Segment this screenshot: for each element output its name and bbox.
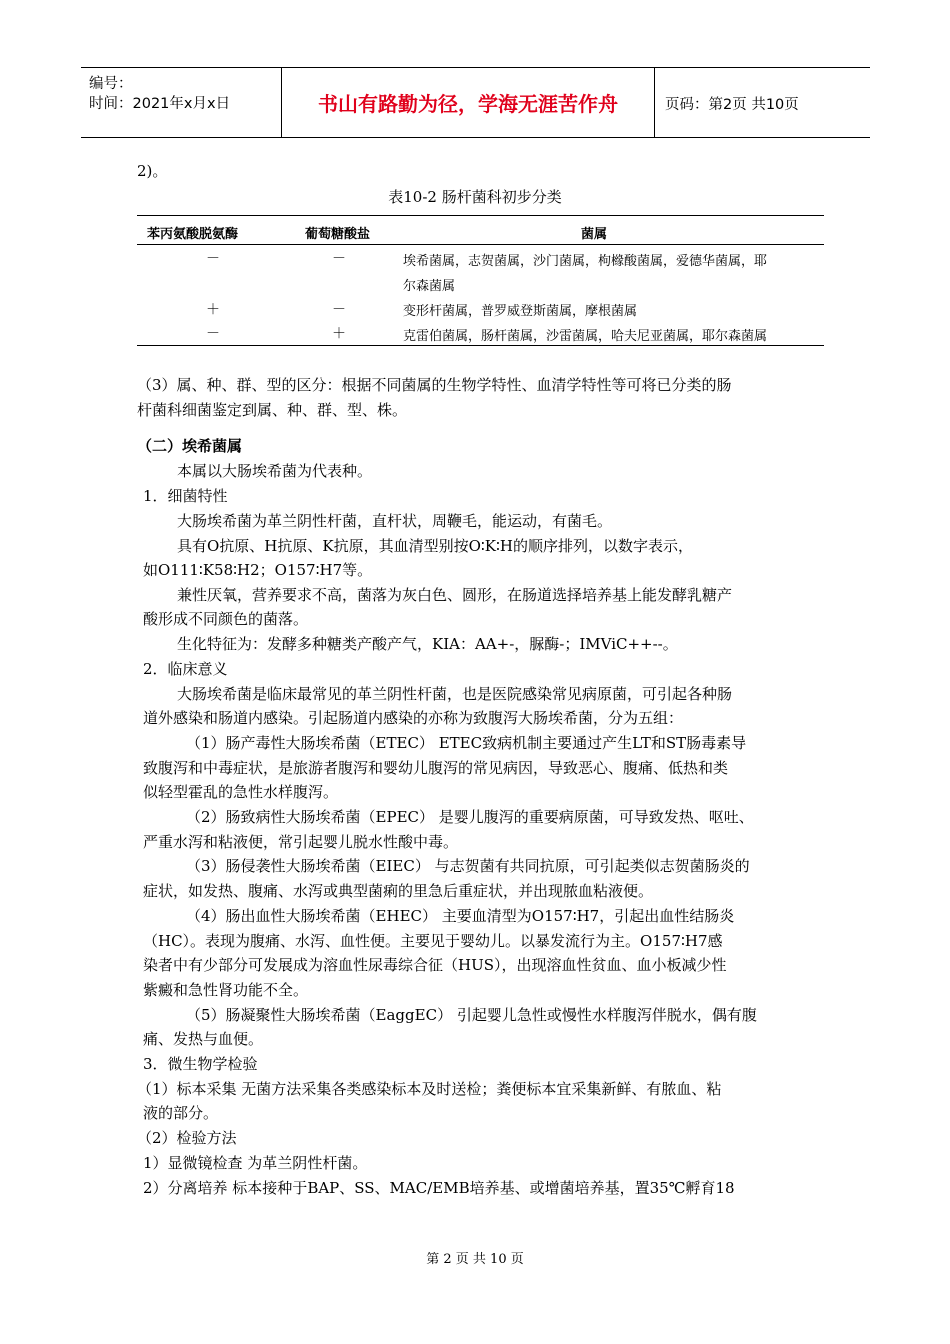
body-line: 如O111∶K58∶H2；O157∶H7等。 (143, 561, 373, 579)
table-row-2-gluconate: － (332, 302, 346, 318)
classification-table (137, 215, 824, 346)
body-line: 2）分离培养 标本接种于BAP、SS、MAC/EMB培养基、或增菌培养基，置35℃孵育18 (143, 1179, 735, 1197)
page-footer: 第 2 页 共 10 页 (426, 1252, 524, 1267)
body-line: （2）肠致病性大肠埃希菌（EPEC） 是婴儿腹泻的重要病原菌，可导致发热、呕吐、 (186, 808, 754, 826)
table-row-3-pda: － (206, 326, 220, 342)
body-line: 酸形成不同颜色的菌落。 (143, 610, 309, 628)
table-row-1-pda: － (206, 251, 220, 267)
body-line: （HC）。表现为腹痛、水泻、血性便。主要见于婴幼儿。以暴发流行为主。O157∶H7感 (143, 932, 723, 950)
header-meta (81, 68, 281, 137)
section-heading: （二）埃希菌属 (137, 437, 243, 455)
body-line: （4）肠出血性大肠埃希菌（EHEC） 主要血清型为O157∶H7，引起出血性结肠炎 (186, 907, 735, 925)
body-line: 兼性厌氧，营养要求不高，菌落为灰白色、圆形，在肠道选择培养基上能发酵乳糖产 (177, 586, 733, 604)
subsection-heading: 1．细菌特性 (143, 487, 228, 505)
table-row-3-gluconate: ＋ (332, 326, 346, 342)
body-line: （5）肠凝聚性大肠埃希菌（EaggEC） 引起婴儿急性或慢性水样腹泻伴脱水，偶有腹 (186, 1006, 757, 1024)
table-header-gluconate: 葡萄糖酸盐 (305, 227, 371, 242)
table-header-pda: 苯丙氨酸脱氨酶 (147, 227, 239, 242)
table-caption: 表10-2 肠杆菌科初步分类 (388, 188, 562, 206)
body-line: 生化特征为：发酵多种糖类产酸产气，KIA：AA+-，脲酶-；IMViC++--。 (177, 635, 678, 653)
body-line: （2）检验方法 (137, 1129, 237, 1147)
subsection-heading: 2．临床意义 (143, 660, 228, 678)
body-line: 本属以大肠埃希菌为代表种。 (177, 462, 373, 480)
body-line: 具有O抗原、H抗原、K抗原，其血清型别按O∶K∶H的顺序排列，以数字表示， (177, 537, 693, 555)
body-line: 杆菌科细菌鉴定到属、种、群、型、株。 (137, 401, 408, 419)
body-line: （3）肠侵袭性大肠埃希菌（EIEC） 与志贺菌有共同抗原，可引起类似志贺菌肠炎的 (186, 857, 750, 875)
table-header-divider (137, 244, 824, 245)
body-line: （1）肠产毒性大肠埃希菌（ETEC） ETEC致病机制主要通过产生LT和ST肠毒素导 (186, 734, 747, 752)
body-line: 液的部分。 (143, 1104, 219, 1122)
body-line: 1）显微镜检查 为革兰阴性杆菌。 (143, 1154, 368, 1172)
table-row-1-genus-cont: 尔森菌属 (403, 279, 456, 294)
subsection-heading: 3．微生物学检验 (143, 1055, 258, 1073)
table-row-1-genus: 埃希菌属，志贺菌属，沙门菌属，枸橼酸菌属，爱德华菌属，耶 (403, 254, 768, 269)
body-line: （3）属、种、群、型的区分：根据不同菌属的生物学特性、血清学特性等可将已分类的肠 (137, 376, 732, 394)
intro-tail: 2)。 (137, 162, 168, 180)
document-date-label: 时间：2021年x月x日 (89, 96, 231, 112)
body-line: 严重水泻和粘液便，常引起婴儿脱水性酸中毒。 (143, 833, 459, 851)
body-line: 症状，如发热、腹痛、水泻或典型菌痢的里急后重症状，并出现脓血粘液便。 (143, 882, 654, 900)
body-line: 大肠埃希菌为革兰阴性杆菌，直杆状，周鞭毛，能运动，有菌毛。 (177, 512, 613, 530)
body-line: 致腹泻和中毒症状，是旅游者腹泻和婴幼儿腹泻的常见病因，导致恶心、腹痛、低热和类 (143, 759, 729, 777)
body-line: 染者中有少部分可发展成为溶血性尿毒综合征（HUS），出现溶血性贫血、血小板减少性 (143, 956, 727, 974)
body-line: 痛、发热与血便。 (143, 1030, 264, 1048)
document-number-label: 编号： (89, 76, 133, 92)
table-row-1-gluconate: － (332, 251, 346, 267)
header-motto: 书山有路勤为径，学海无涯苦作舟 (281, 68, 655, 137)
body-line: 紫癜和急性肾功能不全。 (143, 981, 309, 999)
page-header (81, 67, 870, 138)
table-row-2-genus: 变形杆菌属，普罗威登斯菌属，摩根菌属 (403, 304, 638, 319)
table-header-genus: 菌属 (581, 227, 608, 242)
body-line: 大肠埃希菌是临床最常见的革兰阴性杆菌，也是医院感染常见病原菌，可引起各种肠 (177, 685, 733, 703)
table-row-3-genus: 克雷伯菌属，肠杆菌属，沙雷菌属，哈夫尼亚菌属，耶尔森菌属 (403, 329, 768, 344)
header-page-info: 页码：第2页 共10页 (665, 97, 799, 113)
body-line: （1）标本采集 无菌方法采集各类感染标本及时送检；粪便标本宜采集新鲜、有脓血、粘 (137, 1080, 722, 1098)
table-row-2-pda: ＋ (206, 302, 220, 318)
body-line: 似轻型霍乱的急性水样腹泻。 (143, 783, 339, 801)
body-line: 道外感染和肠道内感染。引起肠道内感染的亦称为致腹泻大肠埃希菌，分为五组： (143, 709, 684, 727)
